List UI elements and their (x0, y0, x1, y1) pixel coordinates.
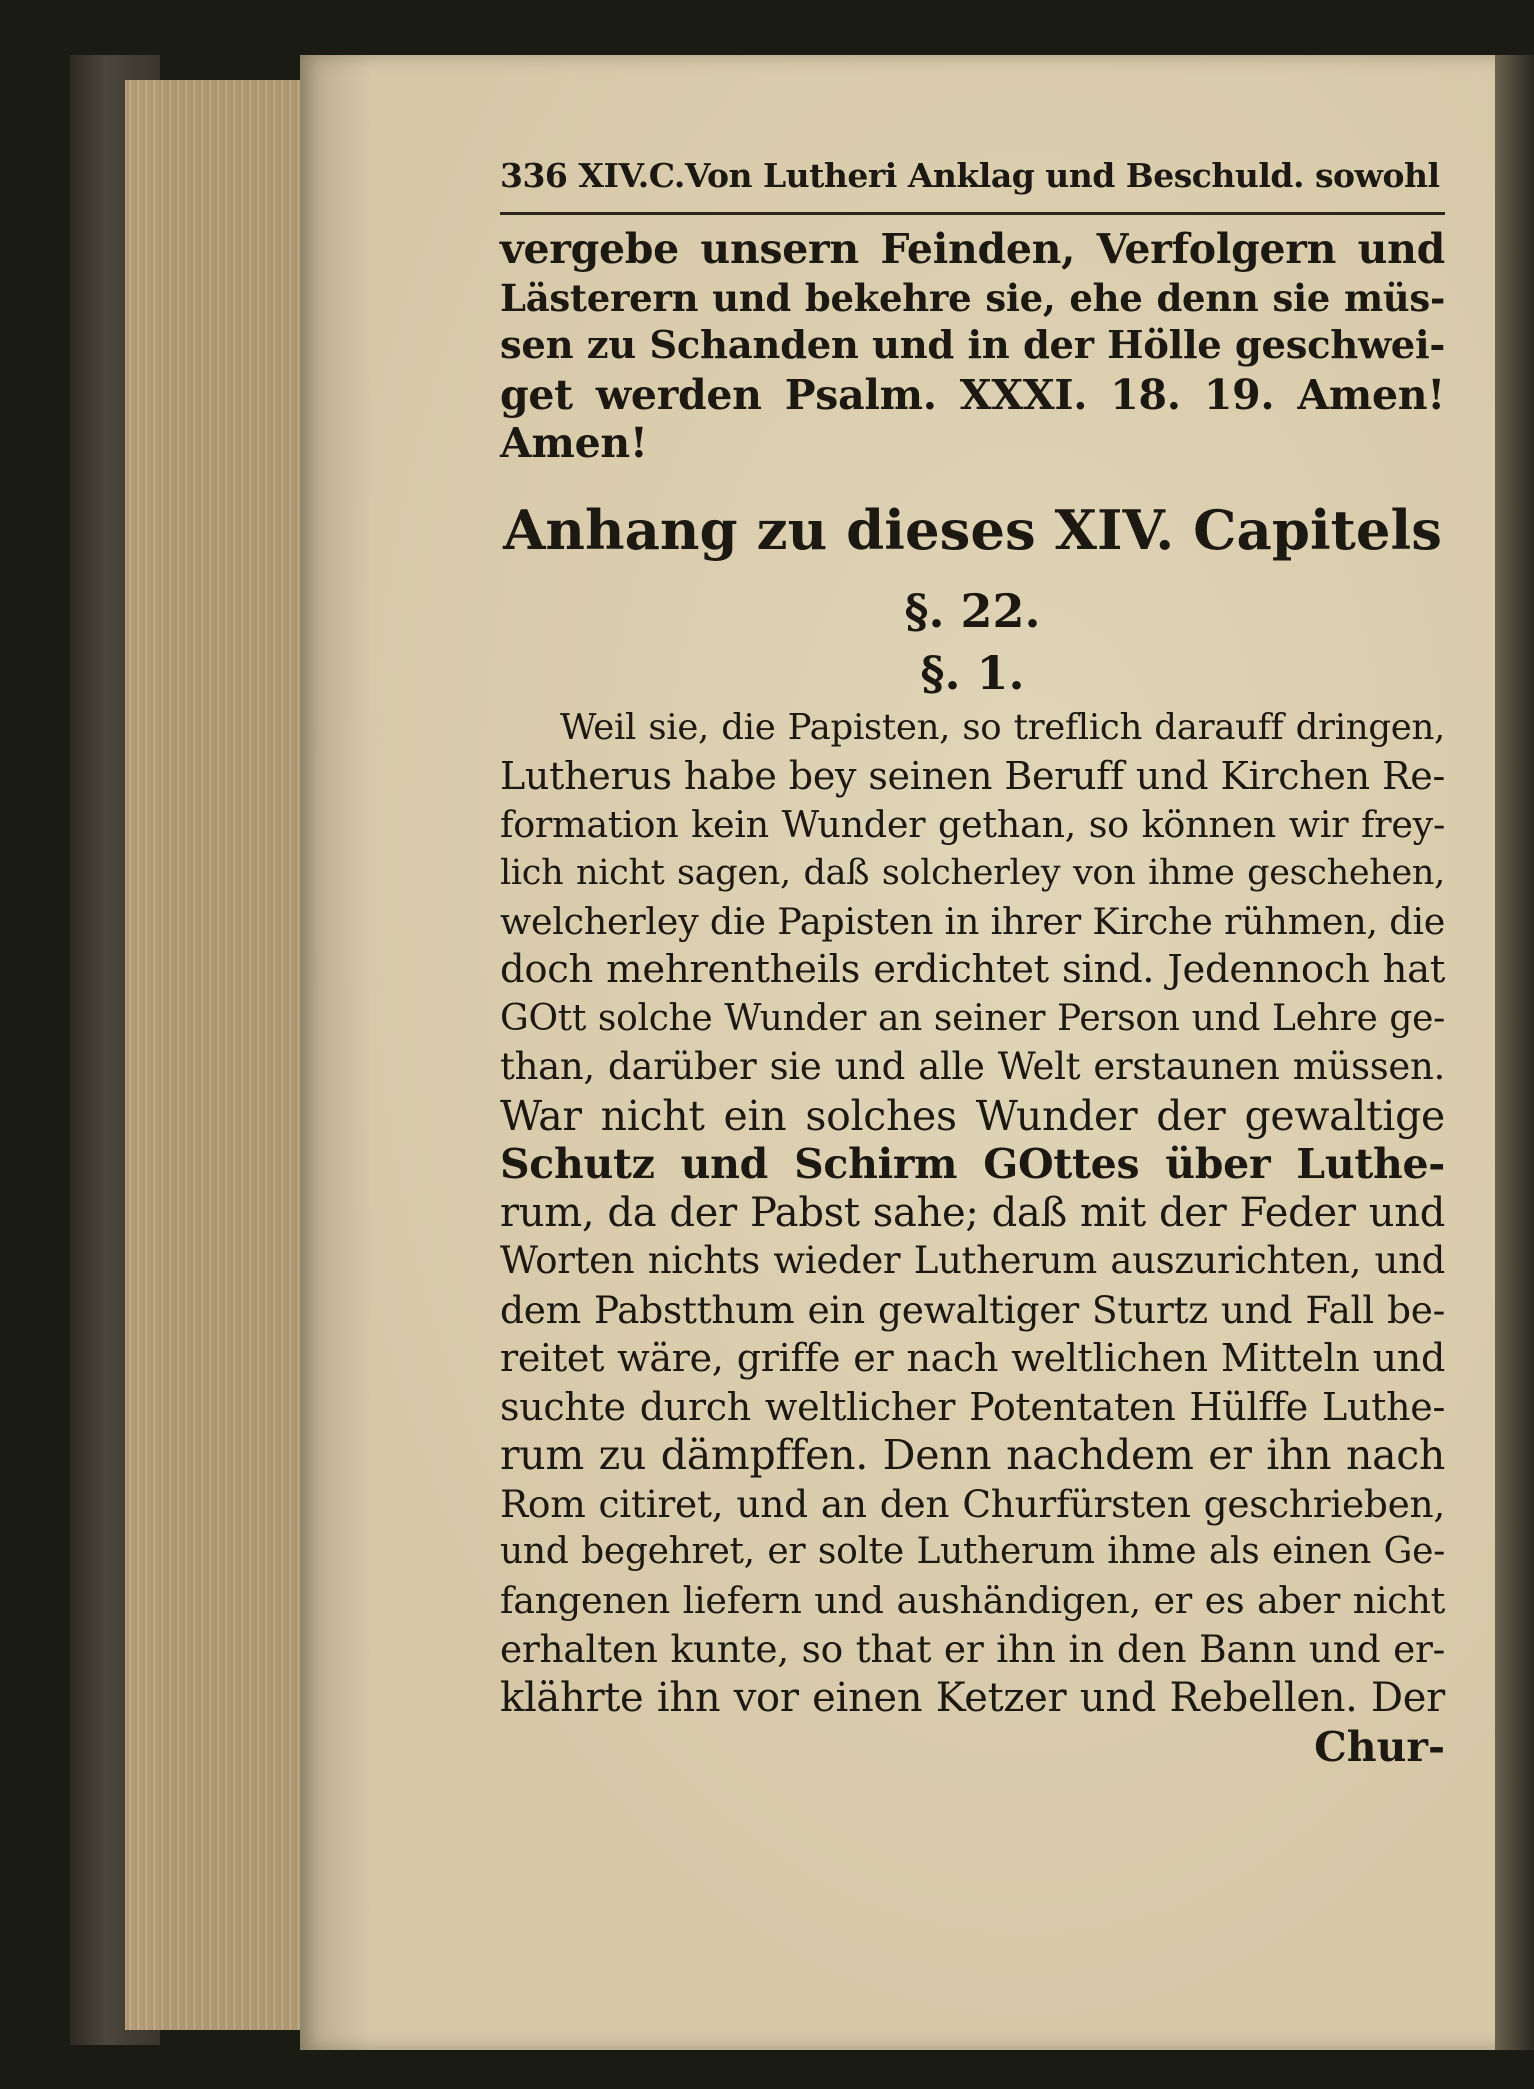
body-line: Weil sie, die Papisten, so treflich darauff dringen, (560, 706, 1445, 748)
text-line: Amen! (500, 419, 648, 467)
running-head: 336 XIV.C.Von Lutheri Anklag und Beschuld. sowohl (500, 156, 1440, 195)
body-line: welcherley die Papisten in ihrer Kirche rühmen, die (500, 899, 1445, 943)
text-line: vergebe unsern Feinden, Verfolgern und (500, 225, 1445, 273)
body-line: reitet wäre, griffe er nach weltlichen Mitteln und (500, 1336, 1445, 1380)
body-line: Lutherus habe bey seinen Beruff und Kirchen Re- (500, 754, 1445, 798)
catchword: Chur- (1314, 1723, 1445, 1771)
head-rule (500, 212, 1445, 215)
body-line: rum, da der Pabst sahe; daß mit der Feder und (500, 1189, 1445, 1236)
body-line: GOtt solche Wunder an seiner Person und Lehre ge- (500, 997, 1445, 1039)
body-line: Rom citiret, und an den Churfürsten geschrieben, (500, 1481, 1445, 1526)
section-number-22: §. 22. (904, 583, 1041, 638)
body-line: und begehret, er solte Lutherum ihme als einen Ge- (500, 1531, 1445, 1572)
text-line: get werden Psalm. XXXI. 18. 19. Amen! (500, 370, 1445, 419)
body-line: lich nicht sagen, daß solcherley von ihme geschehen, (500, 853, 1445, 893)
body-line: than, darüber sie und alle Welt erstaunen müssen. (500, 1045, 1445, 1088)
body-line: suchte durch weltlicher Potentaten Hülffe Luthe- (500, 1384, 1445, 1429)
body-line: fangenen liefern und aushändigen, er es aber nicht (500, 1578, 1445, 1622)
section-heading: Anhang zu dieses XIV. Capitels (503, 497, 1442, 562)
body-line: Schutz und Schirm GOttes über Luthe- (500, 1140, 1445, 1188)
body-line: Worten nichts wieder Lutherum auszurichten, und (500, 1239, 1445, 1282)
body-line: klährte ihn vor einen Ketzer und Rebellen. Der (500, 1674, 1445, 1721)
body-line: formation kein Wunder gethan, so können wir frey- (500, 802, 1445, 846)
text-line: Lästerern und bekehre sie, ehe denn sie müs- (500, 275, 1445, 320)
body-line: rum zu dämpffen. Denn nachdem er ihn nach (500, 1431, 1445, 1479)
body-line: doch mehrentheils erdichtet sind. Jedennoch hat (500, 947, 1445, 992)
page-text-block (500, 150, 1445, 1772)
gutter-shadow (1495, 55, 1534, 2050)
body-line: dem Pabstthum ein gewaltiger Sturtz und Fall be- (500, 1287, 1445, 1332)
body-line: War nicht ein solches Wunder der gewaltige (500, 1091, 1445, 1140)
section-number-1: §. 1. (920, 645, 1025, 700)
body-line: erhalten kunte, so that er ihn in den Bann und er- (500, 1627, 1445, 1671)
text-line: sen zu Schanden und in der Hölle geschwei- (500, 323, 1445, 368)
